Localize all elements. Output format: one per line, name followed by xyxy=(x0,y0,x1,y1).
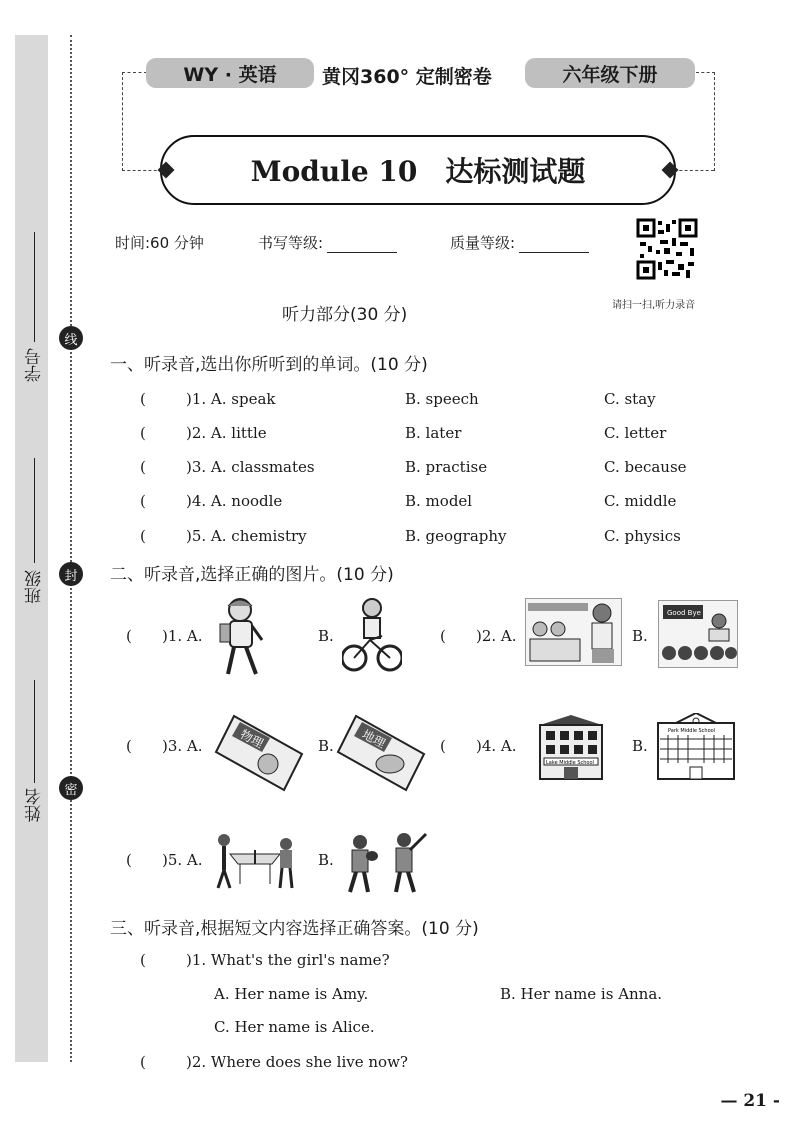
s1-row-3-a: )3. A. classmates xyxy=(186,458,315,476)
s1-row-2-a: )2. A. little xyxy=(186,424,267,442)
s1-row-4-paren[interactable]: ( xyxy=(140,492,146,510)
time-limit: 时间:60 分钟 xyxy=(115,234,204,252)
student-number-blank[interactable] xyxy=(34,232,35,342)
quality-grade-label: 质量等级: xyxy=(450,234,516,252)
cut-line xyxy=(70,35,72,1062)
s1-row-5-paren[interactable]: ( xyxy=(140,527,146,545)
s2-q1-label: )1. A. xyxy=(162,627,203,645)
header-frame-left xyxy=(122,72,147,171)
writing-grade xyxy=(258,232,397,253)
s1-row-2-paren[interactable]: ( xyxy=(140,424,146,442)
table-tennis-image[interactable] xyxy=(210,830,300,892)
header-frame-left-bottom xyxy=(122,170,162,171)
section3-title: 三、听录音,根据短文内容选择正确答案。(10 分) xyxy=(110,919,479,939)
binding-strip xyxy=(15,35,48,1062)
s2-q1-paren[interactable]: ( xyxy=(126,627,132,645)
subject-pill: WY · 英语 xyxy=(146,58,314,88)
name-blank[interactable] xyxy=(34,680,35,783)
geography-book-title: 地理 xyxy=(359,727,388,751)
geography-book-image[interactable] xyxy=(336,712,428,792)
classroom-students-image[interactable] xyxy=(525,598,622,666)
class-blank[interactable] xyxy=(34,458,35,563)
s1-row-3-b: B. practise xyxy=(405,458,488,476)
s1-row-3-paren[interactable]: ( xyxy=(140,458,146,476)
s1-row-4-c: C. middle xyxy=(604,492,677,510)
s1-row-3-c: C. because xyxy=(604,458,687,476)
lake-school-building-image[interactable] xyxy=(536,713,606,781)
section1-title: 一、听录音,选出你所听到的单词。(10 分) xyxy=(110,355,428,375)
page-title-banner xyxy=(160,135,676,205)
seal-seal-mark: 封 xyxy=(59,562,83,586)
boy-cycling-image[interactable] xyxy=(342,596,402,674)
class-label: 班级 xyxy=(25,570,45,604)
s2-q2-b-label: B. xyxy=(632,627,648,645)
s2-q2-label: )2. A. xyxy=(476,627,517,645)
page-number: — 21 - xyxy=(720,1091,780,1111)
s2-q1-b-label: B. xyxy=(318,627,334,645)
s2-q4-paren[interactable]: ( xyxy=(440,737,446,755)
s2-q3-label: )3. A. xyxy=(162,737,203,755)
s2-q4-b-label: B. xyxy=(632,737,648,755)
physics-book-title: 物理 xyxy=(237,727,266,751)
writing-grade-label: 书写等级: xyxy=(258,234,324,252)
s1-row-5-a: )5. A. chemistry xyxy=(186,527,307,545)
s1-row-2-c: C. letter xyxy=(604,424,667,442)
qr-caption: 请扫一扫,听力录音 xyxy=(612,300,696,311)
farewell-classroom-image[interactable] xyxy=(658,600,738,668)
girl-walking-image[interactable] xyxy=(212,594,270,680)
qr-code-icon[interactable] xyxy=(636,218,698,280)
s2-q4-label: )4. A. xyxy=(476,737,517,755)
s2-q3-paren[interactable]: ( xyxy=(126,737,132,755)
seal-secret-mark: 密 xyxy=(59,776,83,800)
s2-q5-label: )5. A. xyxy=(162,851,203,869)
s3-q2-paren[interactable]: ( xyxy=(140,1053,146,1071)
s1-row-1-c: C. stay xyxy=(604,390,656,408)
s1-row-1-a: )1. A. speak xyxy=(186,390,276,408)
s1-row-2-b: B. later xyxy=(405,424,462,442)
page-title: Module 10 达标测试题 xyxy=(250,155,586,188)
writing-grade-blank[interactable] xyxy=(327,236,397,253)
quality-grade xyxy=(450,232,589,253)
grade-pill: 六年级下册 xyxy=(525,58,695,88)
quality-grade-blank[interactable] xyxy=(519,236,589,253)
student-number-label: 学号 xyxy=(25,348,45,382)
s2-q3-b-label: B. xyxy=(318,737,334,755)
s1-row-1-b: B. speech xyxy=(405,390,479,408)
s3-q1-question: )1. What's the girl's name? xyxy=(186,951,390,969)
section2-title: 二、听录音,选择正确的图片。(10 分) xyxy=(110,565,394,585)
s3-q1-option-b: B. Her name is Anna. xyxy=(500,985,663,1003)
s1-row-4-b: B. model xyxy=(405,492,473,510)
physics-book-image[interactable] xyxy=(214,712,306,792)
series-title: 黄冈360° 定制密卷 xyxy=(322,66,492,88)
s3-q1-option-a: A. Her name is Amy. xyxy=(214,985,369,1003)
board-text: Good Bye xyxy=(667,609,701,617)
name-label: 姓名 xyxy=(25,788,45,822)
header-frame-right-bottom xyxy=(674,170,714,171)
s3-q1-option-c: C. Her name is Alice. xyxy=(214,1018,375,1036)
header-frame-right xyxy=(696,72,715,171)
park-school-sign: Park Middle School xyxy=(668,728,716,734)
s2-q5-b-label: B. xyxy=(318,851,334,869)
seal-line-mark: 线 xyxy=(59,326,83,350)
s1-row-5-b: B. geography xyxy=(405,527,507,545)
s2-q2-paren[interactable]: ( xyxy=(440,627,446,645)
s1-row-5-c: C. physics xyxy=(604,527,681,545)
lake-school-sign: Lake Middle School xyxy=(546,760,594,766)
s3-q2-question: )2. Where does she live now? xyxy=(186,1053,408,1071)
listening-part-title: 听力部分(30 分) xyxy=(282,305,408,325)
baseball-players-image[interactable] xyxy=(340,830,430,896)
s2-q5-paren[interactable]: ( xyxy=(126,851,132,869)
s3-q1-paren[interactable]: ( xyxy=(140,951,146,969)
s1-row-1-paren[interactable]: ( xyxy=(140,390,146,408)
s1-row-4-a: )4. A. noodle xyxy=(186,492,283,510)
park-school-building-image[interactable] xyxy=(656,713,736,781)
